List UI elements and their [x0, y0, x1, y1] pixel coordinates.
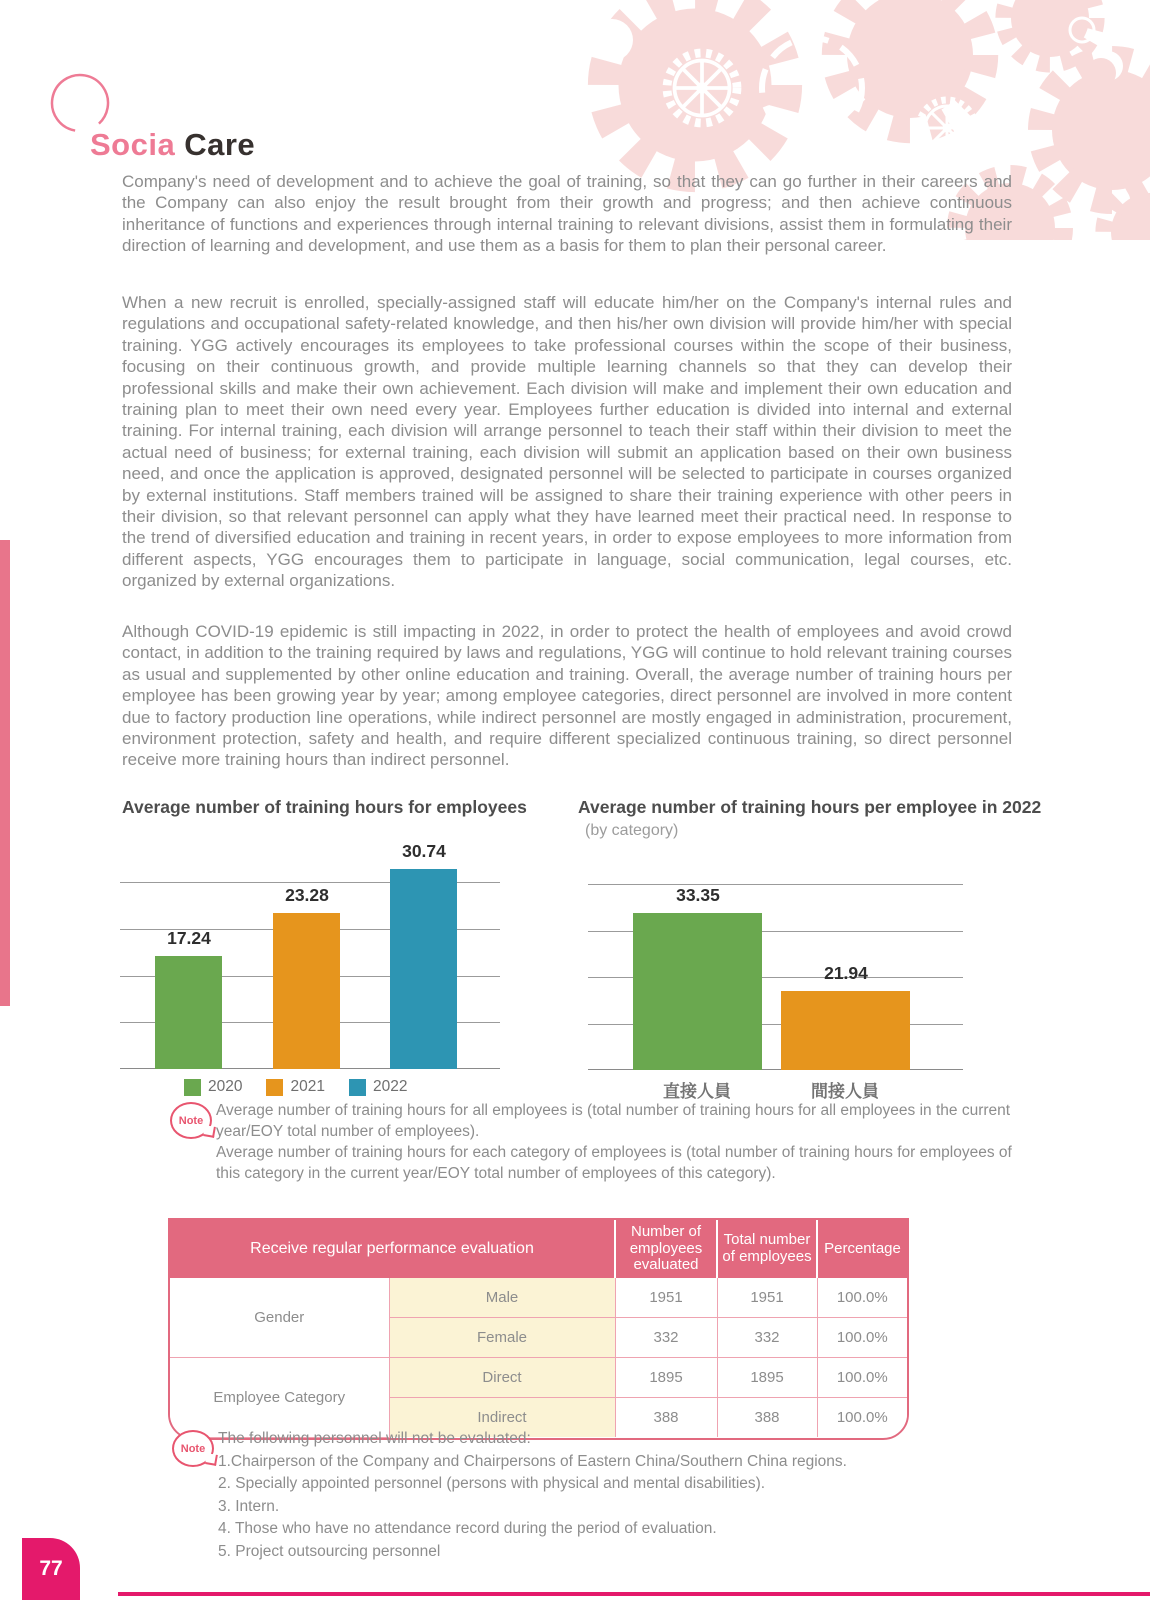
- table-header-row: [170, 1220, 907, 1278]
- cell-percentage: 100.0%: [817, 1358, 907, 1398]
- note-item: 5. Project outsourcing personnel: [218, 1542, 441, 1560]
- cell-total: 1895: [717, 1358, 817, 1398]
- left-accent-bar: [0, 540, 10, 1006]
- note-icon: [172, 1430, 214, 1467]
- cell-total: 388: [717, 1398, 817, 1438]
- table-row: [170, 1278, 907, 1318]
- cell-percentage: 100.0%: [817, 1398, 907, 1438]
- page-title-accent: Socia: [90, 126, 176, 162]
- chart-left-plot: [120, 841, 500, 1069]
- legend-label: 2020: [208, 1078, 243, 1095]
- category-label-direct: 直接人員: [663, 1082, 731, 1101]
- cell-evaluated: 332: [615, 1318, 717, 1358]
- bar-value-label: 21.94: [824, 963, 868, 983]
- body-paragraph-2: When a new recruit is enrolled, specially-assigned staff will educate him/her on the Company's internal rules and regulations and occupational safety-related knowledge, and then his/her own division will provide him/her with special training. YGG actively encourages its employees to take professional courses within the scope of their business, focusing on their continuous growth, and provide multiple learning channels so that they can develop their professional skills and make their own achievement. Each division will make and implement their own education and training plan to meet their own need every year. Employees further education is divided into internal and external training. For internal training, each division will arrange personnel to teach their staff within their division to meet the actual need of business; for external training, each division will submit an application based on their own business need, and once the application is approved, designated personnel will be selected to participate in courses organized by external institutions. Staff members trained will be assigned to share their training experience with other peers in their division, so that relevant personnel can apply what they have learned meet their practical need. In response to the trend of diversified education and training in recent years, in order to expose employees to more information from different aspects, YGG encourages them to participate in language, social communication, legal courses, etc. organized by external organizations.: [122, 293, 1012, 591]
- bar-value-label: 33.35: [676, 885, 720, 905]
- legend-swatch-blue: [349, 1079, 366, 1096]
- cell-percentage: 100.0%: [817, 1318, 907, 1358]
- note-item: 4. Those who have no attendance record during the period of evaluation.: [218, 1520, 717, 1537]
- evaluation-table: [168, 1218, 909, 1440]
- legend-item-2022: [349, 1078, 407, 1096]
- bar-direct-personnel: [633, 913, 762, 1070]
- cell-total: 332: [717, 1318, 817, 1358]
- page-title-rest: Care: [184, 126, 256, 162]
- bar-value-label: 23.28: [285, 885, 329, 905]
- note-icon-label: Note: [180, 1442, 206, 1455]
- page-number-badge: 77: [22, 1538, 80, 1600]
- note-icon: [170, 1102, 212, 1139]
- col-header-percentage: Percentage: [817, 1220, 907, 1278]
- category-label-indirect: 間接人員: [811, 1082, 879, 1101]
- note-line: Average number of training hours for all employees is (total number of training hours for all employees in the current year/EOY total number of employees).: [216, 1102, 1011, 1140]
- legend-item-2020: [184, 1078, 242, 1096]
- cell-evaluated: 1951: [615, 1278, 717, 1318]
- cell-category: Male: [389, 1278, 615, 1318]
- group-label-employee-category: Employee Category: [170, 1358, 389, 1438]
- bottom-rule: [118, 1592, 1150, 1596]
- note-2-text: [218, 1428, 978, 1563]
- note-1-text: [216, 1100, 1040, 1184]
- chart-left-title: Average number of training hours for employees: [122, 797, 527, 817]
- chart-right-subtitle: (by category): [585, 822, 679, 839]
- cell-evaluated: 1895: [615, 1358, 717, 1398]
- note-icon-label: Note: [178, 1114, 204, 1127]
- cell-total: 1951: [717, 1278, 817, 1318]
- table-title: Receive regular performance evaluation: [170, 1220, 615, 1278]
- bar-2022: [390, 869, 457, 1069]
- col-header-evaluated: Number of employees evaluated: [615, 1220, 717, 1278]
- page-title: [90, 127, 255, 163]
- col-header-total: Total number of employees: [717, 1220, 817, 1278]
- cell-category: Indirect: [389, 1398, 615, 1438]
- legend-label: 2022: [372, 1078, 408, 1095]
- note-item: 3. Intern.: [218, 1497, 280, 1515]
- table-row: [170, 1358, 907, 1398]
- body-paragraph-3: Although COVID-19 epidemic is still impacting in 2022, in order to protect the health of employees and avoid crowd contact, in addition to the training required by laws and regulations, YGG will continue to hold relevant training courses as usual and supplemented by other online education and training. Overall, the average number of training hours per employee has been growing year by year; among employee categories, direct personnel are involved in more content due to factory production line operations, while indirect personnel are mostly engaged in administration, procurement, environment protection, safety and health, and require different specialized continuous training, so direct personnel receive more training hours than indirect personnel.: [122, 622, 1012, 770]
- bar-value-label: 17.24: [167, 928, 211, 948]
- chart-right-title: Average number of training hours per employee in 2022: [578, 797, 1042, 817]
- bar-2020: [155, 956, 222, 1069]
- cell-percentage: 100.0%: [817, 1278, 907, 1318]
- legend-swatch-orange: [266, 1079, 283, 1096]
- bar-value-label: 30.74: [402, 841, 446, 861]
- chart-left-legend: [184, 1078, 407, 1096]
- note-item: 1.Chairperson of the Company and Chairpersons of Eastern China/Southern China regions.: [218, 1452, 847, 1470]
- body-paragraph-1: Company's need of development and to achieve the goal of training, so that they can go further in their careers and the Company can also enjoy the result brought from their growth and progress; and then achieve continuous inheritance of functions and experiences through internal training to relevant divisions, assist them in formulating their direction of learning and development, and use them as a basis for them to plan their personal career.: [122, 172, 1012, 256]
- bar-2021: [273, 913, 340, 1069]
- group-label-gender: Gender: [170, 1278, 389, 1358]
- chart-right-plot: [588, 884, 963, 1070]
- bar-indirect-personnel: [781, 991, 910, 1070]
- note-line: Average number of training hours for each category of employees is (total number of training hours for employees of this category in the current year/EOY total number of employees of this category).: [216, 1144, 1012, 1182]
- legend-item-2021: [266, 1078, 324, 1096]
- legend-label: 2021: [290, 1078, 325, 1095]
- cell-category: Female: [389, 1318, 615, 1358]
- cell-category: Direct: [389, 1358, 615, 1398]
- cell-evaluated: 388: [615, 1398, 717, 1438]
- legend-swatch-green: [184, 1079, 201, 1096]
- note-intro: The following personnel will not be evaluated:: [218, 1430, 531, 1447]
- note-item: 2. Specially appointed personnel (persons with physical and mental disabilities).: [218, 1475, 766, 1492]
